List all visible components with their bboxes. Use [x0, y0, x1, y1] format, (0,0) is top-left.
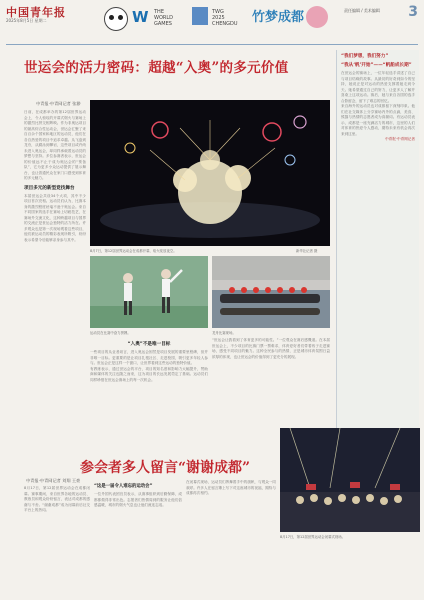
- article1-mid-subhead: “入奥”不是唯一目标: [127, 342, 171, 347]
- article2-headline: 参会者多人留言“谢谢成都”: [80, 460, 251, 476]
- article2-col3-text: 在闭幕式现场，运动员们挥舞着手中的旗帜，与观众一同欢呼。许多人在留言簿上写下对这座城市的祝福，期待与成都再次相约。: [186, 480, 276, 495]
- article1-col1-text: 日前，在成都举办的第12届世界运动会上，令人惊叹的开幕式烟火与赛场上的激烈比拼交相辉映。作为非奥运项目的最高综合性运动会，世运会汇聚了来自百余个国家和地区的运动员，他们在各自热爱的项目中追求卓越。从飞盘到龙舟，从蹼泳到攀岩，这些项目或许尚未进入奥运会，却同样承载着运动员的梦想与坚持。多位参赛者表示，世运会的价值远不止于成为奥运会的“预备队”，它为更多小众运动提供了展示舞台，也让普通民众在家门口感受到体育的多元魅力。: [24, 110, 86, 180]
- panda-mascot-icon: [104, 7, 128, 31]
- article2-col1-text: 8月17日，第12届世界运动会在成都闭幕。赛事期间，来自世界各地的运动员、教练员和观众纷纷留言，表达对成都的感谢与不舍。“谢谢成都”成为闭幕前后社交平台上的热词。: [24, 486, 90, 512]
- sidebar-text: 在世运会的赛场上，一位年轻选手讲述了自己与项目结缘的故事。从最初的好奇到如今的坚持，她说正是对运动的热爱支撑着她走到今天。她希望通过自己的努力，让更多人了解并喜欢上这项运动。赛后，她与来自各国的选手合影留念，留下了难忘的回忆。: [341, 71, 415, 103]
- article1-col1-text2: 本届世运会共设34个大项，其中不少项目首次亮相。运动员们认为，比赛本身的激烈程度丝毫不逊于奥运会。来自不同国家的选手在赛场上切磋技艺，在赛场外交流文化，这种跨越项目与国界的交流正是世运会独特的活力所在。许多观众也是第一次现场观看这些项目，他们被运动员的精彩表现所吸引，纷纷表示希望今后能够亲身参与其中。: [24, 193, 86, 242]
- fireworks-illustration: [90, 100, 330, 246]
- paper-name: 中国青年报: [6, 6, 66, 19]
- article1-mid-text: 一些项目的从业者坦言，进入奥运会固然是项目发展的重要里程碑，但并非唯一目标。更重要的是让项目扎根社区、走进校园，吸引更多年轻人参与。世运会正是这样一个窗口，让世界看到这些运动的独特价值。: [90, 350, 208, 365]
- article1-col3-text: “世运会让我看到了体育更多的可能性。”一位观众在赛后感慨道。在本届世运会上，不少项目的比赛门票一票难求，体育爱好者们带着孩子走进赛场，感受不同项目的魅力。这种全民参与的热情，正是城市体育氛围日益浓厚的体现，也让世运会的价值得到了更充分的展现。: [212, 338, 330, 359]
- masthead-divider: [6, 44, 418, 45]
- sidebar-editor-note: 中青报·中青网记者: [385, 137, 415, 141]
- article2-byline: 中青报·中青网记者 刘翔 王豪: [26, 478, 81, 483]
- twg-logo-icon: [192, 7, 208, 25]
- closing-ceremony-photo: [280, 428, 420, 532]
- photo-a-caption: 运动员在比赛中奋力拼搏。: [90, 331, 131, 335]
- article2-column-3: [186, 480, 276, 596]
- chengdu-brand: 竹梦成都: [252, 10, 305, 25]
- article1-column-1: [24, 110, 86, 440]
- article1-subhead: 项目多元的新型竞技舞台: [24, 185, 75, 191]
- article2-column-1: [24, 486, 90, 596]
- twg-text: TWG 2025 CHENGDU: [212, 9, 238, 27]
- main-photo-caption: 8月7日，第12届世界运动会在成都开幕，焰火绽放夜空。: [90, 249, 177, 253]
- masthead: [6, 4, 418, 44]
- sidebar-subtitle: “我从‘帆’开始”——“帆船成长期”: [341, 63, 412, 68]
- article1-mid-text2: 有教练表示，通过世运会的平台，项目的知名度和影响力大幅提升，赞助商和媒体的关注也随之而来，这为项目的长远发展奠定了基础。运动员们同样珍惜在世运会赛场上的每一次机会。: [90, 366, 208, 382]
- photo-b-caption: 龙舟比赛现场。: [212, 331, 236, 335]
- editor-info: 责任编辑 / 美术编辑: [344, 8, 380, 13]
- world-games-text: THE WORLD GAMES: [154, 9, 173, 27]
- athletes-photo: [90, 256, 208, 328]
- article2-col2-text: 一位外国代表团官员表示，从赛事组织到后勤保障，成都都做得非常出色。志愿者们热情周到的服务让他们倍感温暖，城市的烟火气息也让他们流连忘返。: [94, 492, 182, 507]
- dateline: 2025年8月5日 星期二: [6, 18, 47, 23]
- main-photo-credit: 新华社记者 摄: [296, 249, 318, 253]
- article2-column-2: [94, 480, 182, 596]
- world-games-logo-icon: W: [132, 8, 149, 26]
- article1-byline: 中青报·中青网记者 张渺: [36, 101, 81, 106]
- article1-column-2: [90, 338, 208, 438]
- sidebar-title: “我们梦想，我们努力”: [341, 54, 389, 59]
- dragon-boat-photo: [212, 256, 330, 328]
- fireworks-photo: [90, 100, 330, 246]
- photo-c-caption: 8月17日，第12届世界运动会闭幕式现场。: [280, 535, 346, 539]
- sidebar-text2: 来自海外的运动员也对成都留下深刻印象。他们在社交媒体上分享赛场内外的点滴，美食、熊猫与热情的志愿者成为高频词。有运动员表示，成都是一座充满活力的城市，这里的人们对体育的热爱令人感动，期待未来有机会再次来到这里。: [341, 104, 415, 136]
- sidebar: [336, 50, 419, 462]
- article1-column-3: [212, 338, 330, 438]
- page-number: 3: [408, 4, 418, 20]
- article1-headline: 世运会的活力密码：超越“入奥”的多元价值: [24, 60, 289, 76]
- mascot-icon: [306, 6, 328, 28]
- article2-quote: “这是一届令人难忘的运动会”: [94, 484, 153, 489]
